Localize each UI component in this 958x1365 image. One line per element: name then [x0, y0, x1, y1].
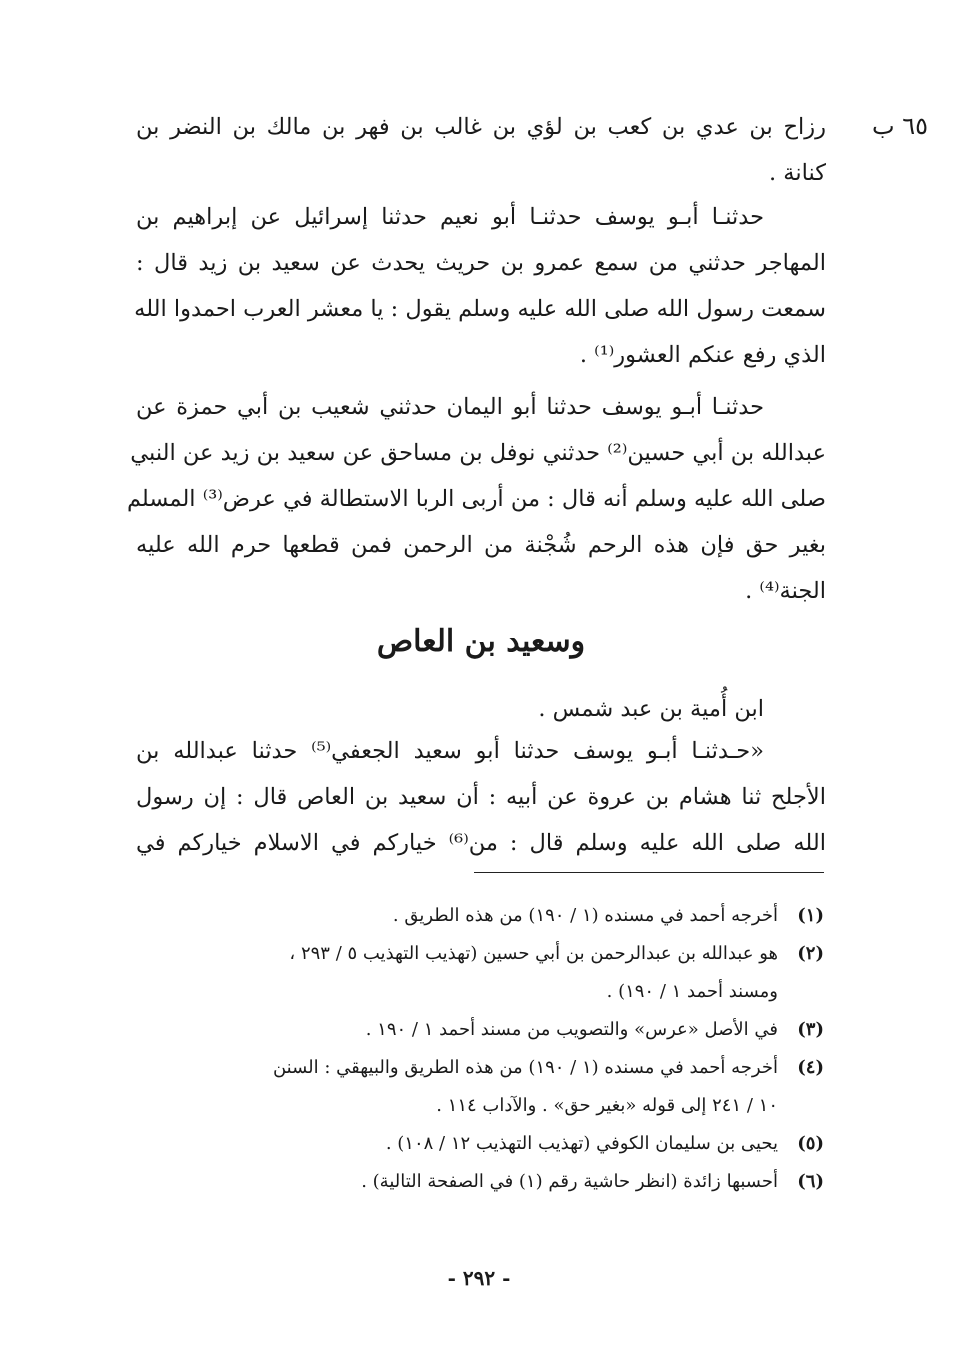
paragraph-1 — [136, 104, 826, 196]
footnote-5 — [204, 1125, 824, 1163]
text-line: رزاح بن عدي بن كعب بن لؤي بن غالب بن فهر بن مالك بن النضر بن — [136, 114, 826, 140]
footnote-number: (٦) — [797, 1171, 824, 1192]
folio-margin-note: ٦٥ ب — [871, 112, 928, 140]
footnote-number: (٥) — [797, 1133, 824, 1154]
text-line: كنانة . — [769, 160, 826, 186]
page-number: - ٢٩٢ - — [447, 1266, 511, 1290]
footnote-3 — [204, 1011, 824, 1049]
footnote-text: ١٠ / ٢٤١ إلى قوله «بغير حق» . والآداب ١١٤ . — [436, 1095, 778, 1116]
footnote-number: (٣) — [797, 1019, 824, 1040]
text-line: ابن أُمية بن عبد شمس . — [538, 696, 764, 722]
footnote-text: في الأصل «عرس» والتصويب من مسند أحمد ١ / ١٩٠ . — [365, 1019, 778, 1040]
footnote-1 — [204, 897, 824, 935]
footnote-text: أخرجه أحمد في مسنده (١ / ١٩٠) من هذه الطريق والبيهقي : السنن — [272, 1057, 778, 1078]
paragraph-2 — [136, 194, 826, 378]
footnote-2 — [204, 935, 824, 1011]
footnote-text: أخرجه أحمد في مسنده (١ / ١٩٠) من هذه الطريق . — [392, 905, 778, 926]
section-heading: وسعيد بن العاص — [376, 624, 586, 659]
text-line: «حـدثنـا أبـو يوسف حدثنا أبو سعيد الجعفي⁽⁵⁾ حدثنا عبدالله بن — [136, 738, 764, 764]
text-line: الله صلى الله عليه وسلم قال : من⁽⁶⁾ خياركم في الاسلام خياركم في — [136, 830, 826, 856]
text-line: حدثنـا أبـو يوسف حدثنـا أبو نعيم حدثنا إسرائيل عن إبراهيم بن — [136, 204, 764, 230]
paragraph-3 — [126, 384, 826, 614]
footnote-text: أحسبها زائدة (انظر حاشية رقم (١) في الصفحة التالية) . — [361, 1171, 778, 1192]
footnotes — [204, 897, 824, 1201]
section-paragraph-1 — [136, 686, 826, 732]
footnote-separator — [474, 872, 824, 873]
text-line: الذي رفع عنكم العشور⁽¹⁾ . — [579, 342, 826, 368]
text-line: عبدالله بن أبي حسين⁽²⁾ حدثني نوفل بن مساحق عن سعيد بن زيد عن النبي — [130, 440, 826, 466]
footnote-number: (٤) — [797, 1057, 824, 1078]
footnote-4 — [204, 1049, 824, 1125]
text-line: بغير حق فإن هذه الرحم شُجْنة من الرحمن فمن قطعها حرم الله عليه — [136, 532, 826, 558]
text-line: سمعت رسول الله صلى الله عليه وسلم يقول : يا معشر العرب احمدوا الله — [134, 296, 826, 322]
section-paragraph-2 — [136, 728, 826, 866]
text-line: صلى الله عليه وسلم أنه قال : من أربى الربا الاستطالة في عرض⁽³⁾ المسلم — [126, 486, 826, 512]
text-line: المهاجر حدثني من سمع عمرو بن حريث يحدث عن سعيد بن زيد قال : — [136, 250, 826, 276]
footnote-text: ومسند أحمد ١ / ١٩٠) . — [606, 981, 778, 1002]
text-line: الجنة⁽⁴⁾ . — [745, 578, 826, 604]
footnote-text: هو عبدالله بن عبدالرحمن بن أبي حسين (تهذيب التهذيب ٥ / ٢٩٣ ، — [289, 943, 778, 964]
footnote-6 — [204, 1163, 824, 1201]
footnote-text: يحيى بن سليمان الكوفي (تهذيب التهذيب ١٢ / ١٠٨) . — [385, 1133, 778, 1154]
footnote-number: (١) — [797, 905, 824, 926]
text-line: حدثنـا أبـو يوسف حدثنا أبو اليمان حدثني شعيب بن أبي حمزة عن — [136, 394, 764, 420]
text-line: الأجلح ثنا هشام بن عروة عن أبيه : أن سعيد بن العاص قال : إن رسول — [136, 784, 826, 810]
footnote-number: (٢) — [797, 943, 824, 964]
